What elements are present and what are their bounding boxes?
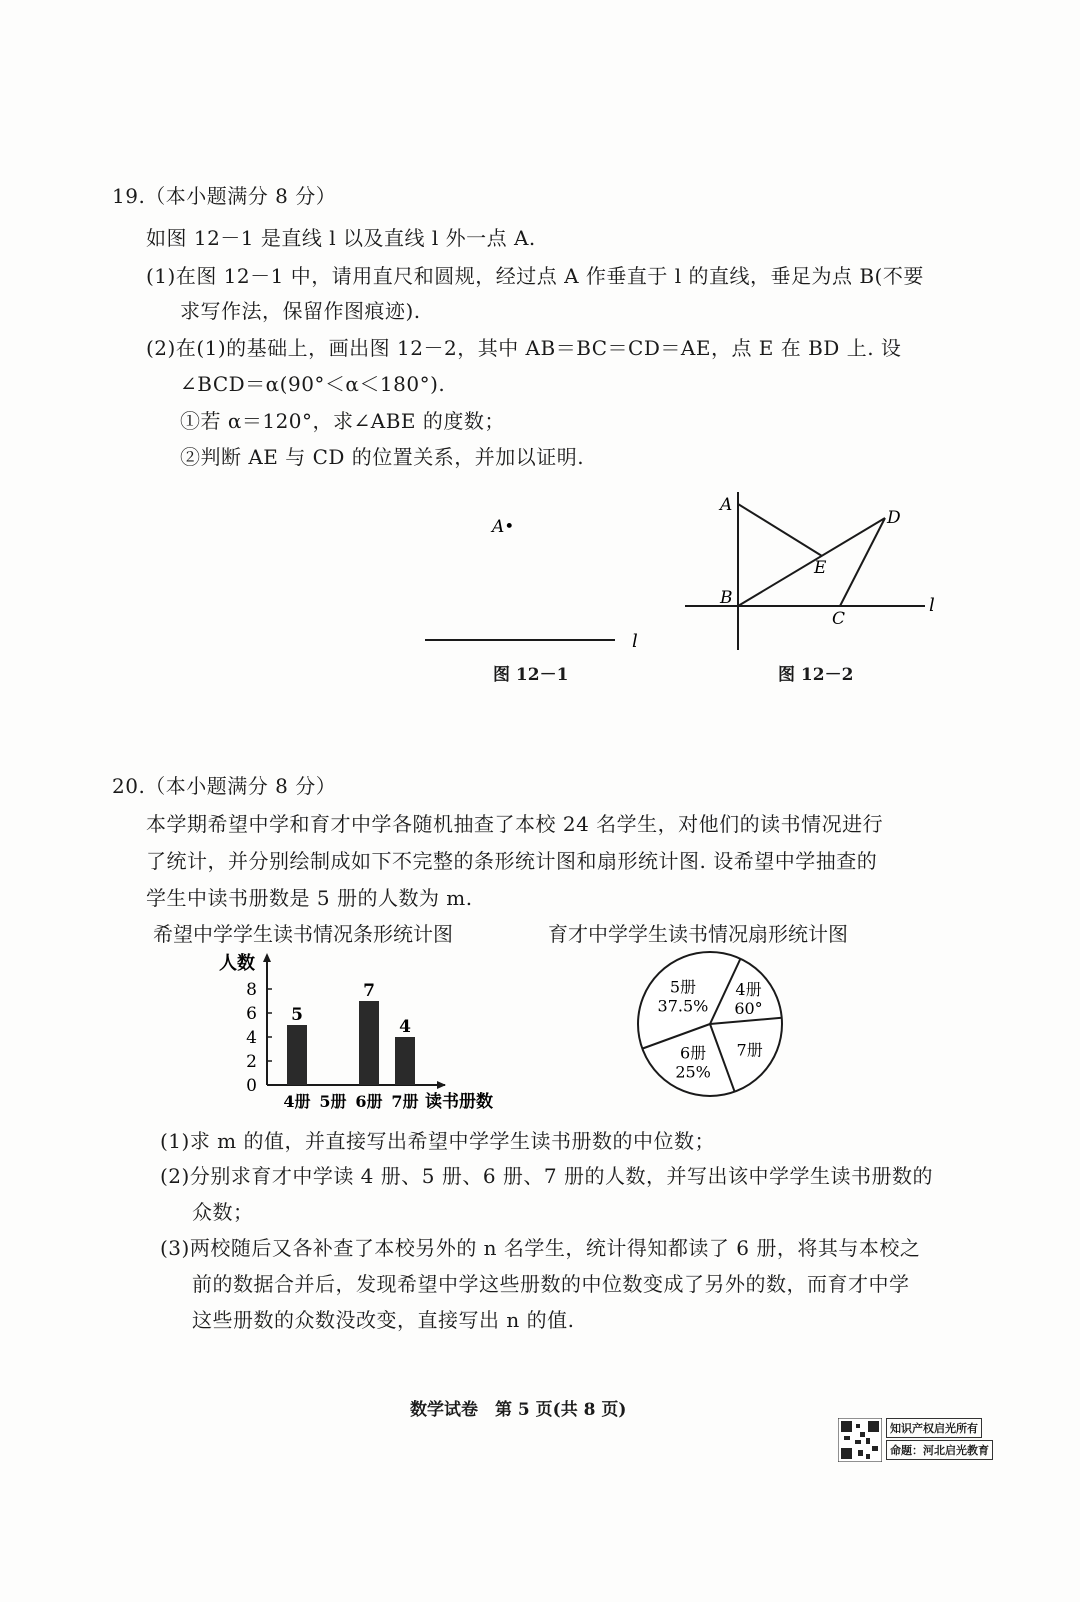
bar-category-label-4册: 4册 [283,1092,311,1111]
q20-sub2-line2: 众数； [192,1200,254,1224]
bar-value-label-7册: 4 [399,1017,411,1037]
bar-y-tick-label-2: 2 [246,1052,257,1072]
bar-chart [215,950,515,1120]
q19-part1-line1: (1)在图 12－1 中，请用直尺和圆规，经过点 A 作垂直于 l 的直线，垂足为点 B(不要 [146,264,924,288]
bar-4册 [287,1025,307,1085]
copyright-line2: 命题：河北启光教育 [886,1440,993,1460]
bar-y-tick-label-0: 0 [246,1076,257,1096]
q20-sub3-line1: (3)两校随后又各补查了本校另外的 n 名学生，统计得知都读了 6 册，将其与本校之 [160,1236,921,1260]
bar-6册 [359,1001,379,1085]
fig2-label-a: A [720,495,733,515]
bar-x-axis-arrow [437,1081,446,1089]
q19-part2-sub2: ②判断 AE 与 CD 的位置关系，并加以证明. [180,445,585,469]
bar-category-label-5册: 5册 [319,1092,347,1111]
q19-part2-line1: (2)在(1)的基础上，画出图 12－2，其中 AB＝BC＝CD＝AE，点 E 在 BD 上. 设 [146,336,902,360]
q20-sub2-line1: (2)分别求育才中学读 4 册、5 册、6 册、7 册的人数，并写出该中学学生读书册数的 [160,1164,934,1188]
pie-chart-title: 育才中学学生读书情况扇形统计图 [548,922,848,946]
q19-part2-sub1: ①若 α＝120°，求∠ABE 的度数； [180,409,505,433]
pie-value-6册: 25% [675,1062,711,1082]
figure-12-1 [410,510,670,660]
q20-sub1: (1)求 m 的值，并直接写出希望中学学生读书册数的中位数； [160,1129,716,1153]
bar-y-axis-arrow [263,953,271,962]
bar-y-tick-label-4: 4 [246,1028,257,1048]
fig2-label-b: B [720,588,733,608]
bar-value-label-6册: 7 [363,981,375,1001]
q19-header: 19.（本小题满分 8 分） [112,184,337,208]
q20-intro-line1: 本学期希望中学和育才中学各随机抽查了本校 24 名学生，对他们的读书情况进行 [146,812,884,836]
bar-category-label-6册: 6册 [355,1092,383,1111]
fig2-label-l: l [929,595,935,616]
bar-y-tick-label-6: 6 [246,1004,257,1024]
bar-x-label: 读书册数 [425,1092,493,1112]
bar-chart-title: 希望中学学生读书情况条形统计图 [153,922,453,946]
copyright-line1: 知识产权启光所有 [886,1418,982,1438]
pie-chart [630,950,790,1100]
fig2-label-e: E [814,558,827,578]
bar-y-tick-label-8: 8 [246,980,257,1000]
fig2-label-d: D [887,508,901,528]
q19-part2-line2: ∠BCD＝α(90°＜α＜180°). [180,372,446,396]
pie-label-7册: 7册 [736,1040,763,1060]
page-footer: 数学试卷 第 5 页(共 8 页) [410,1400,627,1420]
q20-header: 20.（本小题满分 8 分） [112,774,337,798]
q20-intro-line2: 了统计，并分别绘制成如下不完整的条形统计图和扇形统计图. 设希望中学抽查的 [146,849,878,873]
bar-category-label-7册: 7册 [391,1092,419,1111]
bar-7册 [395,1037,415,1085]
fig2-segment-ae [738,504,822,556]
q19-intro: 如图 12－1 是直线 l 以及直线 l 外一点 A. [146,226,536,250]
q19-part1-line2: 求写作法，保留作图痕迹). [180,299,421,323]
pie-label-6册: 6册 [680,1043,707,1063]
q20-intro-line3: 学生中读书册数是 5 册的人数为 m. [146,886,473,910]
fig1-point-a-label: A• [492,517,515,537]
pie-label-4册: 4册 [735,980,762,1000]
fig2-label-c: C [832,609,846,629]
figure-12-2 [680,490,950,655]
fig1-caption: 图 12－1 [493,665,569,685]
pie-label-5册: 5册 [669,977,697,997]
pie-value-5册: 37.5% [657,996,709,1016]
pie-value-4册: 60° [734,999,763,1019]
bar-y-label: 人数 [219,953,255,974]
q20-sub3-line3: 这些册数的众数没改变，直接写出 n 的值. [192,1308,575,1332]
q20-sub3-line2: 前的数据合并后，发现希望中学这些册数的中位数变成了另外的数，而育才中学 [192,1272,910,1296]
fig2-caption: 图 12－2 [778,665,854,685]
fig1-line-l-label: l [632,631,638,652]
bar-value-label-4册: 5 [291,1005,303,1025]
qr-code-icon [838,1418,882,1462]
